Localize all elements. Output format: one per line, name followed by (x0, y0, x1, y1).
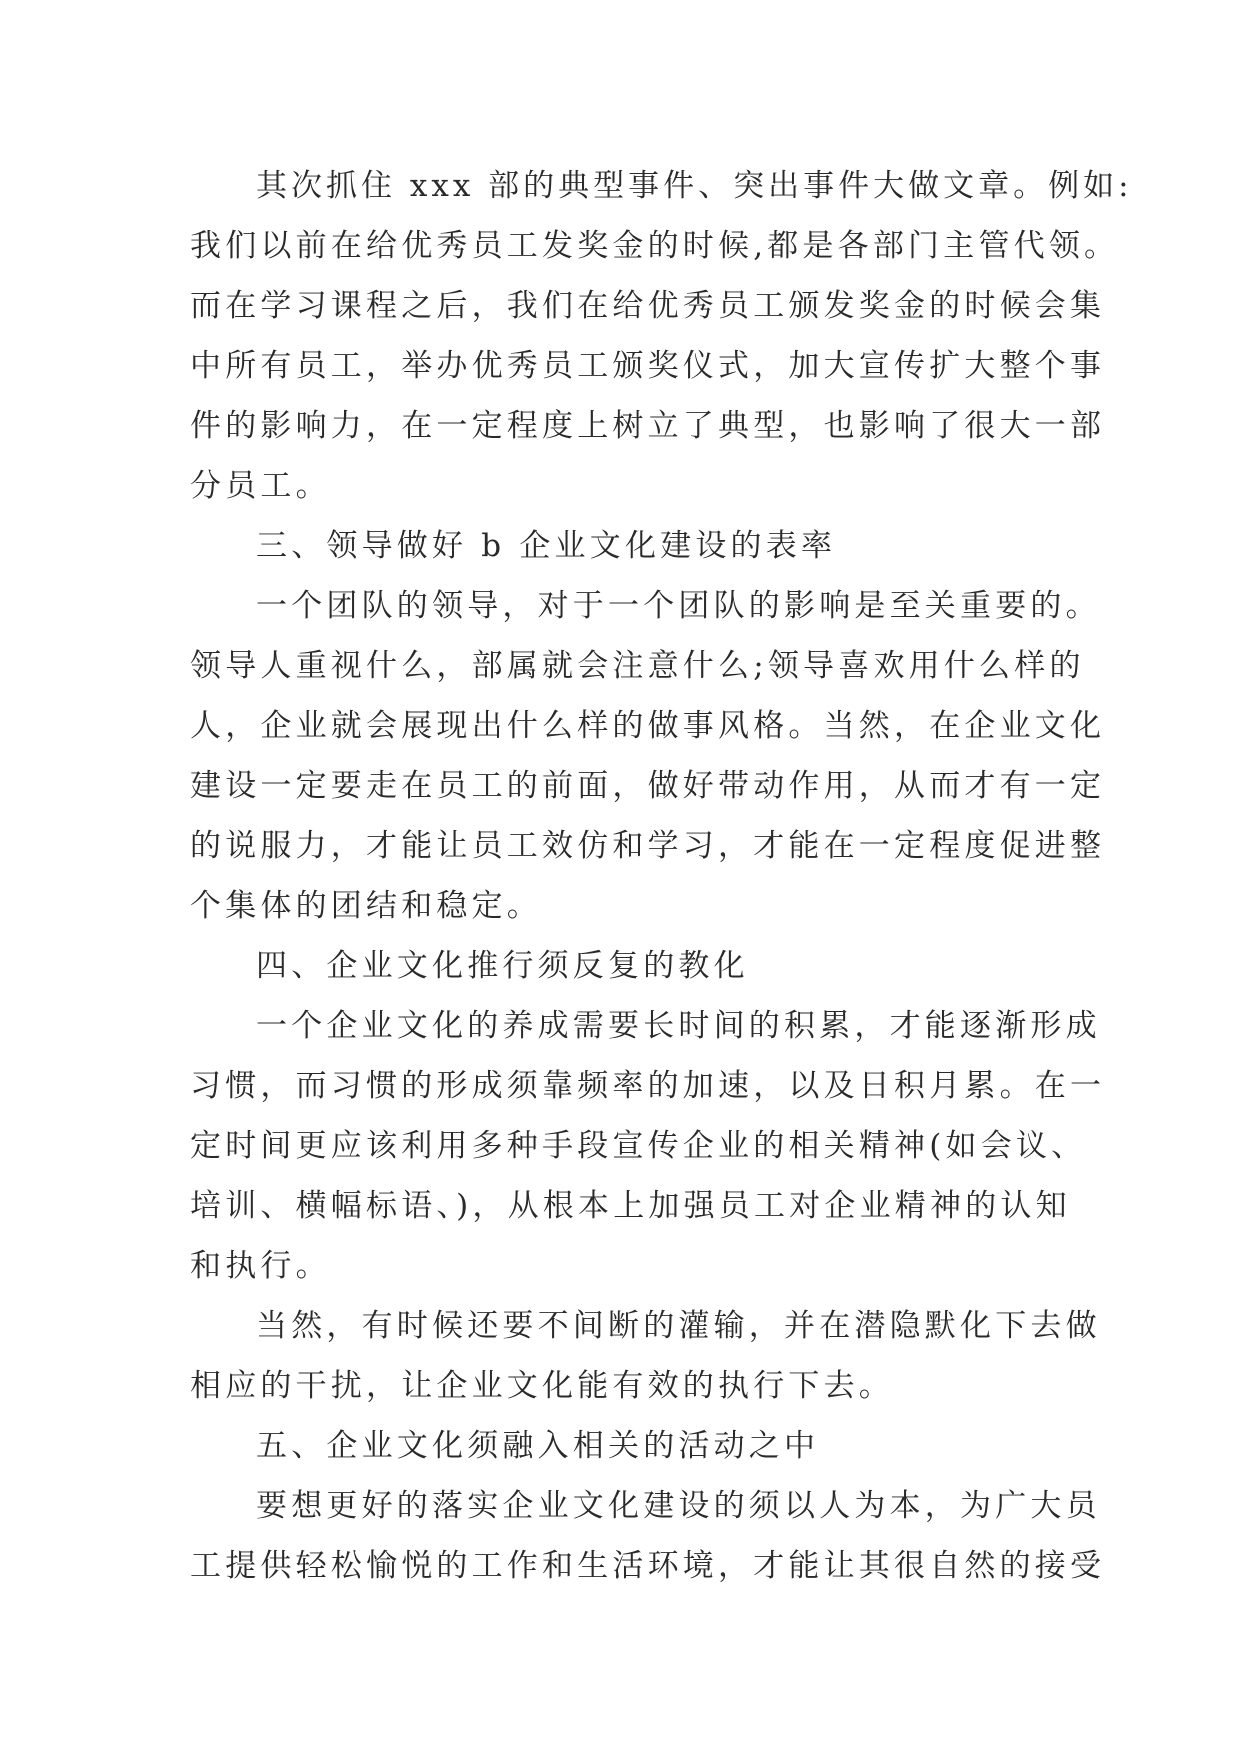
section-heading: 三、领导做好 b 企业文化建设的表率 (256, 528, 837, 564)
section-heading: 五、企业文化须融入相关的活动之中 (256, 1428, 820, 1464)
paragraph-line: 培训、横幅标语、)，从根本上加强员工对企业精神的认知 (190, 1188, 1071, 1224)
paragraph-line: 一个企业文化的养成需要长时间的积累，才能逐渐形成 (256, 1008, 1101, 1044)
paragraph-line: 相应的干扰，让企业文化能有效的执行下去。 (190, 1368, 894, 1404)
paragraph-line: 我们以前在给优秀员工发奖金的时候,都是各部门主管代领。 (190, 228, 1120, 264)
paragraph-line: 要想更好的落实企业文化建设的须以人为本，为广大员 (256, 1488, 1101, 1524)
paragraph-line: 分员工。 (190, 468, 331, 504)
paragraph-line: 工提供轻松愉悦的工作和生活环境，才能让其很自然的接受 (190, 1548, 1106, 1584)
section-heading: 四、企业文化推行须反复的教化 (256, 948, 749, 984)
paragraph-line: 一个团队的领导，对于一个团队的影响是至关重要的。 (256, 588, 1101, 624)
paragraph-line: 个集体的团结和稳定。 (190, 888, 542, 924)
paragraph-line: 领导人重视什么，部属就会注意什么;领导喜欢用什么样的 (190, 648, 1085, 684)
paragraph-line: 当然，有时候还要不间断的灌输，并在潜隐默化下去做 (256, 1308, 1101, 1344)
paragraph-line: 习惯，而习惯的形成须靠频率的加速，以及日积月累。在一 (190, 1068, 1106, 1104)
paragraph-line: 定时间更应该利用多种手段宣传企业的相关精神(如会议、 (190, 1128, 1087, 1164)
paragraph-line: 的说服力，才能让员工效仿和学习，才能在一定程度促进整 (190, 828, 1106, 864)
paragraph-line: 其次抓住 xxx 部的典型事件、突出事件大做文章。例如: (256, 168, 1133, 204)
paragraph-line: 中所有员工，举办优秀员工颁奖仪式，加大宣传扩大整个事 (190, 348, 1106, 384)
paragraph-line: 件的影响力，在一定程度上树立了典型，也影响了很大一部 (190, 408, 1106, 444)
paragraph-line: 和执行。 (190, 1248, 331, 1284)
paragraph-line: 而在学习课程之后，我们在给优秀员工颁发奖金的时候会集 (190, 288, 1106, 324)
paragraph-line: 建设一定要走在员工的前面，做好带动作用，从而才有一定 (190, 768, 1106, 804)
paragraph-line: 人，企业就会展现出什么样的做事风格。当然，在企业文化 (190, 708, 1106, 744)
